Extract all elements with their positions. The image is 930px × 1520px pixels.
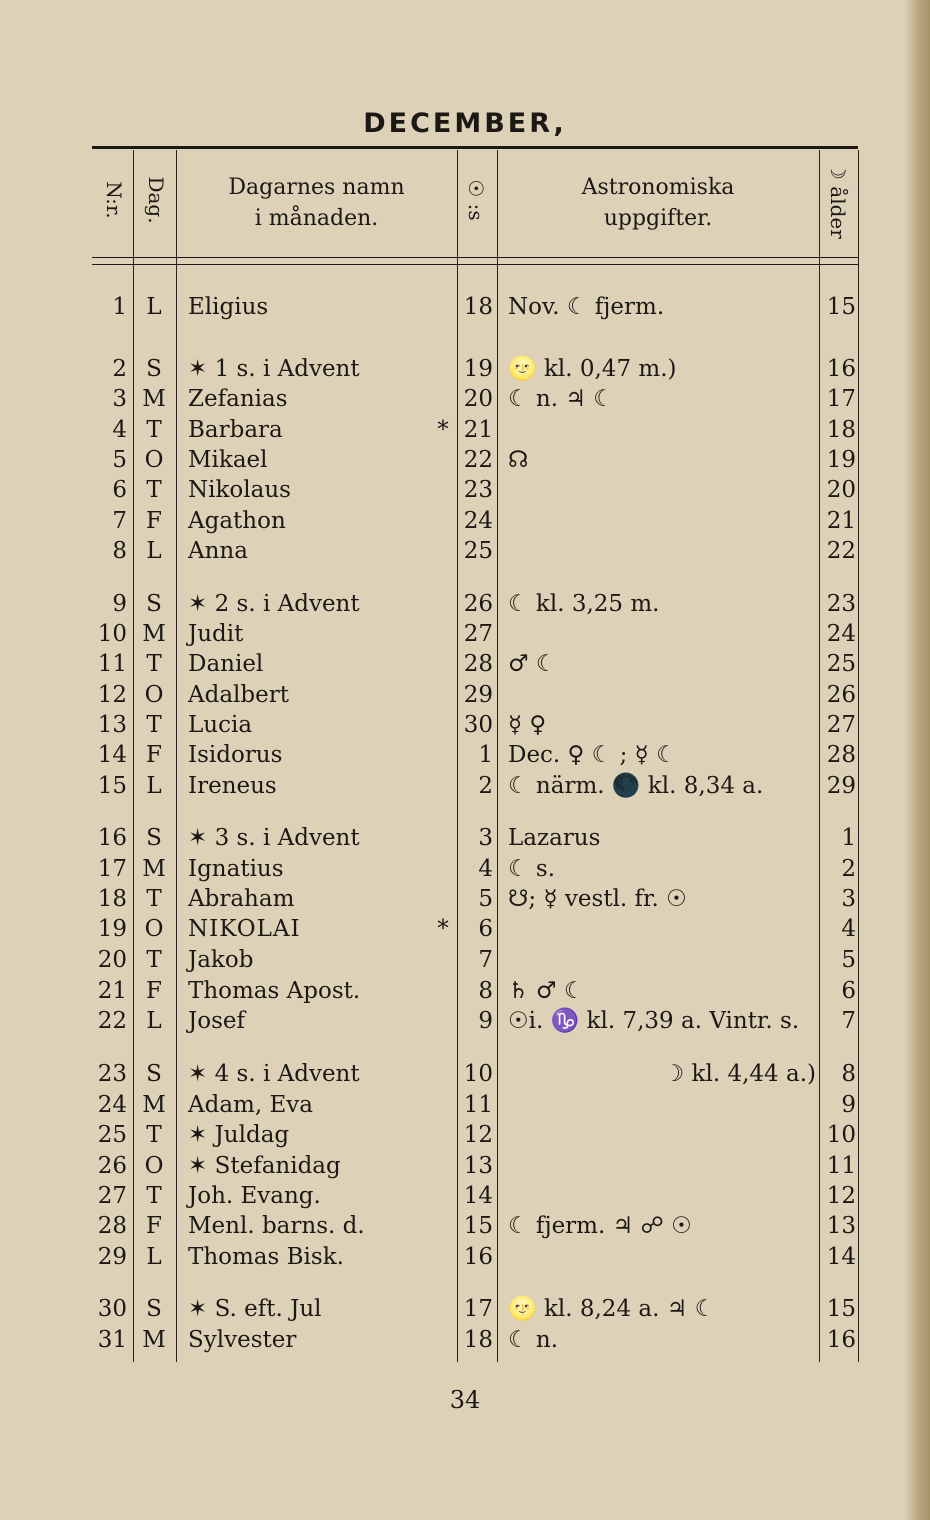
day-number: 16 [97, 825, 127, 851]
moon-age: 19 [826, 447, 856, 473]
moon-age: 17 [826, 386, 856, 412]
moon-age: 10 [826, 1122, 856, 1148]
moon-age: 8 [841, 1061, 856, 1087]
day-number: 8 [112, 538, 127, 564]
sun-day: 20 [463, 386, 493, 412]
day-number: 20 [97, 947, 127, 973]
astro-info: ☋; ☿ vestl. fr. ☉ [508, 886, 687, 912]
day-number: 7 [112, 508, 127, 534]
day-name: Ignatius [188, 856, 284, 882]
sun-day: 5 [478, 886, 493, 912]
sun-day: 26 [463, 591, 493, 617]
day-number: 25 [97, 1122, 127, 1148]
astro-info: ☉i. ♑ kl. 7,39 a. Vintr. s. [508, 1008, 800, 1034]
astro-info: ☿ ♀ [508, 712, 547, 738]
day-letter: O [144, 447, 164, 473]
table-row [0, 354, 930, 384]
sun-day: 12 [463, 1122, 493, 1148]
day-letter: T [146, 477, 162, 503]
table-row [0, 445, 930, 475]
day-number: 3 [112, 386, 127, 412]
day-name: ✶ Juldag [188, 1122, 290, 1148]
header-names-line2: i månaden. [254, 206, 379, 231]
day-number: 17 [97, 856, 127, 882]
day-number: 12 [97, 682, 127, 708]
day-number: 18 [97, 886, 127, 912]
day-name: Abraham [188, 886, 295, 912]
sun-day: 29 [463, 682, 493, 708]
moon-age: 3 [841, 886, 856, 912]
day-number: 23 [97, 1061, 127, 1087]
table-row [0, 1059, 930, 1089]
day-name: Lucia [188, 712, 253, 738]
day-name: Thomas Apost. [188, 978, 361, 1004]
day-letter: L [146, 773, 162, 799]
sun-day: 16 [463, 1244, 493, 1270]
day-letter: T [146, 947, 162, 973]
sun-day: 27 [463, 621, 493, 647]
table-row [0, 945, 930, 975]
moon-age: 2 [841, 856, 856, 882]
sun-day: 21 [463, 417, 493, 443]
moon-age: 23 [826, 591, 856, 617]
table-row [0, 884, 930, 914]
sun-day: 18 [463, 1327, 493, 1353]
table-row [0, 1151, 930, 1181]
day-letter: T [146, 651, 162, 677]
day-name: Mikael [188, 447, 268, 473]
astro-info: Lazarus [508, 825, 601, 851]
sun-day: 4 [478, 856, 493, 882]
day-name: ✶ 4 s. i Advent [188, 1061, 360, 1087]
day-name: ✶ 2 s. i Advent [188, 591, 360, 617]
moon-age: 13 [826, 1213, 856, 1239]
sun-day: 13 [463, 1153, 493, 1179]
astro-info: ☽ kl. 4,44 a.) [663, 1061, 816, 1087]
header-day-number: N:r. [102, 181, 126, 219]
table-row [0, 740, 930, 770]
table-row [0, 589, 930, 619]
day-letter: L [146, 294, 162, 320]
header-astro-line1: Astronomiska [581, 175, 735, 200]
day-number: 26 [97, 1153, 127, 1179]
sun-day: 14 [463, 1183, 493, 1209]
day-name: Adam, Eva [188, 1092, 313, 1118]
astro-info: ☾ n. [508, 1327, 559, 1353]
moon-age: 16 [826, 356, 856, 382]
day-number: 6 [112, 477, 127, 503]
day-letter: S [146, 591, 162, 617]
day-number: 19 [97, 916, 127, 942]
day-name: ✶ 1 s. i Advent [188, 356, 360, 382]
table-row [0, 536, 930, 566]
sun-day: 6 [478, 916, 493, 942]
day-letter: F [146, 508, 162, 534]
sun-day: 15 [463, 1213, 493, 1239]
sun-day: 1 [478, 742, 493, 768]
day-letter: O [144, 682, 164, 708]
sun-day: 23 [463, 477, 493, 503]
day-number: 22 [97, 1008, 127, 1034]
page-title: DECEMBER, [363, 108, 567, 139]
table-row [0, 854, 930, 884]
day-number: 28 [97, 1213, 127, 1239]
day-name: ✶ 3 s. i Advent [188, 825, 360, 851]
astro-info: ☾ s. [508, 856, 556, 882]
moon-age: 5 [841, 947, 856, 973]
sun-day: 3 [478, 825, 493, 851]
header-day-letter: Dag. [144, 176, 168, 224]
day-letter: L [146, 538, 162, 564]
day-number: 15 [97, 773, 127, 799]
table-row [0, 823, 930, 853]
moon-age: 18 [826, 417, 856, 443]
header-rule-1 [92, 257, 858, 258]
day-letter: O [144, 1153, 164, 1179]
day-letter: S [146, 1296, 162, 1322]
moon-age: 28 [826, 742, 856, 768]
moon-age: 22 [826, 538, 856, 564]
table-row [0, 1242, 930, 1272]
table-row [0, 1211, 930, 1241]
day-letter: M [142, 856, 166, 882]
day-name: ✶ Stefanidag [188, 1153, 341, 1179]
sun-day: 11 [463, 1092, 493, 1118]
moon-age: 15 [826, 294, 856, 320]
header-names [176, 172, 457, 234]
day-number: 2 [112, 356, 127, 382]
astro-info: ☾ fjerm. ♃ ☍ ☉ [508, 1213, 692, 1239]
astro-info: ♂ ☾ [508, 651, 557, 677]
day-letter: F [146, 1213, 162, 1239]
day-number: 13 [97, 712, 127, 738]
day-number: 9 [112, 591, 127, 617]
sun-day: 24 [463, 508, 493, 534]
page-number: 34 [449, 1386, 481, 1414]
sun-day: 7 [478, 947, 493, 973]
table-row [0, 1120, 930, 1150]
day-name: Nikolaus [188, 477, 291, 503]
moon-age: 21 [826, 508, 856, 534]
sun-day: 9 [478, 1008, 493, 1034]
sun-day: 28 [463, 651, 493, 677]
header-astro-line2: uppgifter. [603, 206, 713, 231]
day-name: ✶ S. eft. Jul [188, 1296, 322, 1322]
day-letter: O [144, 916, 164, 942]
sun-day: 25 [463, 538, 493, 564]
day-letter: F [146, 978, 162, 1004]
table-row [0, 1294, 930, 1324]
astro-info: 🌝 kl. 0,47 m.) [508, 356, 677, 382]
table-row [0, 1181, 930, 1211]
table-row [0, 914, 930, 944]
astro-info: 🌝 kl. 8,24 a. ♃ ☾ [508, 1296, 716, 1322]
sun-day: 2 [478, 773, 493, 799]
sun-day: 17 [463, 1296, 493, 1322]
day-name: Judit [188, 621, 244, 647]
day-number: 11 [97, 651, 127, 677]
day-letter: M [142, 1092, 166, 1118]
moon-age: 9 [841, 1092, 856, 1118]
day-letter: M [142, 1327, 166, 1353]
astro-info: ☾ n. ♃ ☾ [508, 386, 614, 412]
header-names-line1: Dagarnes namn [228, 175, 405, 200]
day-letter: S [146, 825, 162, 851]
table-row [0, 475, 930, 505]
day-letter: T [146, 886, 162, 912]
day-number: 29 [97, 1244, 127, 1270]
day-name: Ireneus [188, 773, 277, 799]
moon-age: 6 [841, 978, 856, 1004]
table-row [0, 771, 930, 801]
moon-age: 26 [826, 682, 856, 708]
day-name: Josef [188, 1008, 245, 1034]
top-rule [92, 146, 858, 149]
table-row [0, 1325, 930, 1355]
moon-age: 1 [841, 825, 856, 851]
day-name: Agathon [188, 508, 286, 534]
header-rule-2 [92, 264, 858, 265]
day-letter: L [146, 1008, 162, 1034]
day-name: Menl. barns. d. [188, 1213, 365, 1239]
table-row [0, 1090, 930, 1120]
day-number: 30 [97, 1296, 127, 1322]
day-name: Barbara [188, 417, 283, 443]
day-letter: F [146, 742, 162, 768]
day-name: Eligius [188, 294, 269, 320]
day-number: 14 [97, 742, 127, 768]
day-mark: * [437, 916, 449, 942]
table-row [0, 976, 930, 1006]
moon-age: 25 [826, 651, 856, 677]
moon-age: 7 [841, 1008, 856, 1034]
table-row [0, 506, 930, 536]
day-letter: M [142, 621, 166, 647]
sun-day: 22 [463, 447, 493, 473]
table-row [0, 649, 930, 679]
day-number: 24 [97, 1092, 127, 1118]
sun-day: 19 [463, 356, 493, 382]
sun-day: 30 [463, 712, 493, 738]
moon-age: 24 [826, 621, 856, 647]
day-letter: T [146, 1183, 162, 1209]
sun-day: 18 [463, 294, 493, 320]
astro-info: Dec. ♀ ☾ ; ☿ ☾ [508, 742, 677, 768]
day-letter: M [142, 386, 166, 412]
day-letter: S [146, 1061, 162, 1087]
header-sun: ☉ :s [464, 179, 488, 221]
day-name: Isidorus [188, 742, 283, 768]
day-letter: S [146, 356, 162, 382]
day-name: Sylvester [188, 1327, 297, 1353]
day-letter: T [146, 1122, 162, 1148]
header-moon-age: ☽ ålder [826, 162, 850, 239]
day-letter: T [146, 417, 162, 443]
table-row [0, 415, 930, 445]
header-astro [497, 172, 819, 234]
moon-age: 12 [826, 1183, 856, 1209]
table-row [0, 619, 930, 649]
astro-info: ☊ [508, 447, 529, 473]
moon-age: 27 [826, 712, 856, 738]
day-letter: T [146, 712, 162, 738]
day-number: 31 [97, 1327, 127, 1353]
day-name: NIKOLAI [188, 916, 301, 942]
day-number: 4 [112, 417, 127, 443]
sun-day: 8 [478, 978, 493, 1004]
day-name: Zefanias [188, 386, 288, 412]
day-number: 27 [97, 1183, 127, 1209]
astro-info: ♄ ♂ ☾ [508, 978, 585, 1004]
day-name: Thomas Bisk. [188, 1244, 344, 1270]
day-name: Daniel [188, 651, 264, 677]
day-number: 5 [112, 447, 127, 473]
day-number: 10 [97, 621, 127, 647]
moon-age: 11 [826, 1153, 856, 1179]
day-name: Adalbert [188, 682, 289, 708]
table-row [0, 384, 930, 414]
moon-age: 4 [841, 916, 856, 942]
moon-age: 20 [826, 477, 856, 503]
day-mark: * [437, 417, 449, 443]
astro-info: ☾ kl. 3,25 m. [508, 591, 660, 617]
day-name: Anna [188, 538, 248, 564]
table-row [0, 292, 930, 322]
table-row [0, 710, 930, 740]
day-name: Joh. Evang. [188, 1183, 321, 1209]
astro-info: Nov. ☾ fjerm. [508, 294, 665, 320]
table-row [0, 680, 930, 710]
day-name: Jakob [188, 947, 254, 973]
day-letter: L [146, 1244, 162, 1270]
astro-info: ☾ närm. 🌑 kl. 8,34 a. [508, 773, 764, 799]
moon-age: 15 [826, 1296, 856, 1322]
table-row [0, 1006, 930, 1036]
sun-day: 10 [463, 1061, 493, 1087]
moon-age: 29 [826, 773, 856, 799]
day-number: 21 [97, 978, 127, 1004]
moon-age: 16 [826, 1327, 856, 1353]
day-number: 1 [112, 294, 127, 320]
moon-age: 14 [826, 1244, 856, 1270]
